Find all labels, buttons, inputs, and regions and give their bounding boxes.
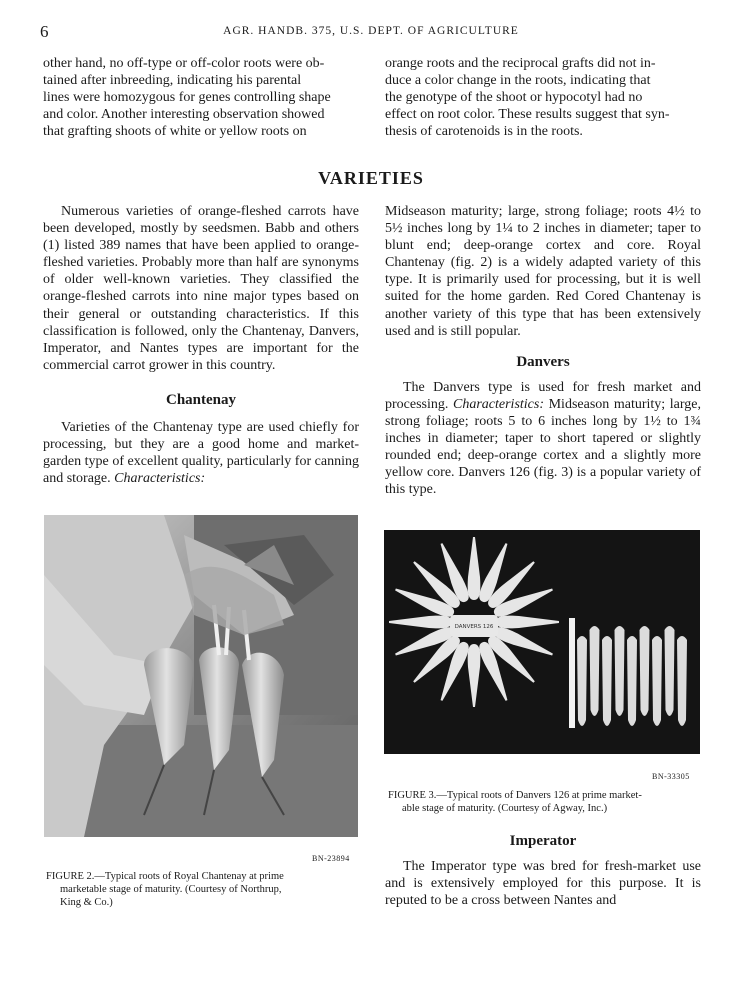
text-line: and color. Another interesting observation showed <box>43 107 325 123</box>
text-line: the genotype of the shoot or hypocotyl had no <box>385 90 643 106</box>
figure-3-code: BN-33305 <box>652 772 690 781</box>
section-heading: VARIETIES <box>318 168 424 188</box>
figure-2-code: BN-23894 <box>312 854 350 863</box>
carrot-root <box>677 636 687 726</box>
text-line: effect on root color. These results suggest that syn- <box>385 107 670 123</box>
carrot-root <box>665 626 675 716</box>
figure-2-caption <box>46 870 364 909</box>
text-line: other hand, no off-type or off-color roots were ob- <box>43 56 325 71</box>
text-line: tained after inbreeding, indicating his parental <box>43 73 302 89</box>
caption-line: able stage of maturity. (Courtesy of Agway, Inc.) <box>402 803 608 814</box>
page-header <box>40 22 702 42</box>
carrot-root <box>577 636 587 726</box>
danvers-paragraph <box>385 379 701 499</box>
page-number: 6 <box>40 22 49 41</box>
characteristics-label: Characteristics: <box>114 471 206 487</box>
text-line: lines were homozygous for genes controlling shape <box>43 90 331 106</box>
caption-line: marketable stage of maturity. (Courtesy of Northrup, <box>60 884 282 895</box>
carrot-root <box>590 626 600 716</box>
chantenay-paragraph <box>43 419 359 487</box>
carrot-root <box>627 636 637 726</box>
chantenay-text: Varieties of the Chantenay type are used chiefly for processing, but they are a good home and market-garden type of excellent quality, particularly for canning and storage. <box>43 420 359 487</box>
imperator-heading: Imperator <box>509 833 577 849</box>
text-line: orange roots and the reciprocal grafts did not in- <box>385 56 656 71</box>
imperator-section <box>385 833 701 909</box>
caption-line: FIGURE 3.—Typical roots of Danvers 126 at prime market- <box>388 790 642 801</box>
right-column <box>385 203 701 499</box>
figure-2-photo <box>44 515 358 837</box>
varieties-intro-paragraph: Numerous varieties of orange-fleshed carrots have been developed, mostly by seedsmen. Babb and others (1) listed 389 names that have been applied to orange-fleshed varieties. Probably more than half are synonyms of older well-known varieties. They classified the orange-fleshed carrots into nine major types based on their general or outstanding characteristics. If this classification is followed, only the Chantenay, Danvers, Imperator, and Nantes types are important for the commercial carrot grower in this country. <box>43 204 359 373</box>
text-line: thesis of carotenoids is in the roots. <box>385 124 583 140</box>
top-right-paragraph <box>385 55 701 140</box>
danvers-label-text: DANVERS 126 <box>454 624 494 630</box>
imperator-paragraph: The Imperator type was bred for fresh-market use and is extensively employed for this purpose. It is reputed to be a cross between Nantes and <box>385 859 701 909</box>
danvers-heading: Danvers <box>516 353 570 370</box>
carrot-root <box>652 636 662 726</box>
danvers-text-after: Midseason maturity; large, strong foliage; roots 5 to 6 inches long by 1½ to 1¾ inches in diameter; taper to short tapered or slightly rounded end; deep-orange cortex and a slightly more yellow core. Danvers 126 (fig. 3) is a popular variety of this type. <box>385 396 702 498</box>
caption-line: FIGURE 2.—Typical roots of Royal Chantenay at prime <box>46 871 284 882</box>
left-column <box>43 203 359 487</box>
carrot-root <box>615 626 625 716</box>
carrot-root <box>602 636 612 726</box>
carrot-root <box>640 626 650 716</box>
text-line: that grafting shoots of white or yellow roots on <box>43 124 307 140</box>
figure-3-photo <box>384 530 700 754</box>
top-left-paragraph <box>43 55 359 140</box>
danvers-126-carrots-image <box>384 530 700 754</box>
royal-chantenay-carrots-image <box>44 515 358 837</box>
text-line: duce a color change in the roots, indicating that <box>385 73 651 89</box>
chantenay-continued-paragraph: Midseason maturity; large, strong foliage; roots 4½ to 5½ inches long by 1¼ to 2 inches in diameter; taper to blunt end; deep-orange cortex and core. Royal Chantenay (fig. 2) is a widely adapted variety of this type. It is primarily used for processing, but it is well suited for the home garden. Red Cored Chantenay is another variety of this type that has been extensively used and is still popular. <box>385 204 701 339</box>
characteristics-label: Characteristics: <box>453 396 544 412</box>
caption-line: King & Co.) <box>60 897 113 908</box>
figure-3-caption <box>388 789 706 815</box>
running-head: AGR. HANDB. 375, U.S. DEPT. OF AGRICULTURE <box>223 25 519 37</box>
chantenay-heading: Chantenay <box>165 391 236 408</box>
danvers-text-before: The Danvers type is used for fresh market and processing. <box>385 379 701 412</box>
